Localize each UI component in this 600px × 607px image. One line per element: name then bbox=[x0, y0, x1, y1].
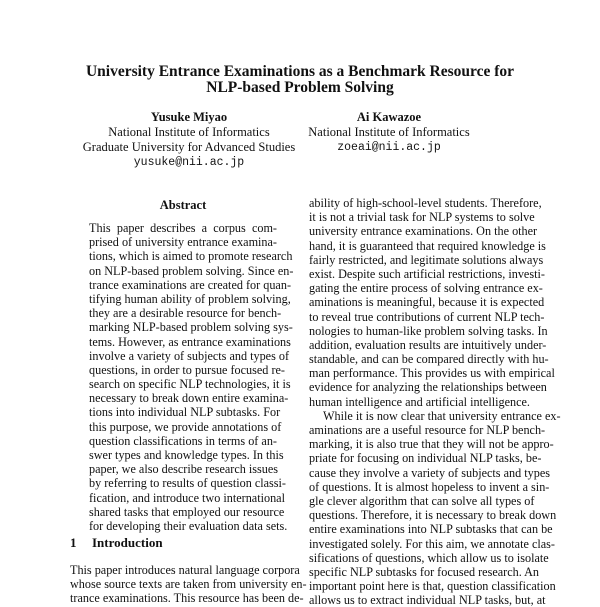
text-line: questions, in order to pursue focused re- bbox=[89, 362, 285, 377]
text-line: addition, evaluation results are intuitively under- bbox=[309, 337, 547, 352]
text-line: investigated solely. For this aim, we annotate clas- bbox=[309, 536, 555, 551]
text-line: allows us to extract individual NLP tasks, but, at bbox=[309, 593, 546, 607]
text-line: standable, and can be compared directly with hu- bbox=[309, 352, 549, 367]
text-line: tions, which is aimed to promote research bbox=[89, 249, 293, 264]
text-line: important point here is that, question classification bbox=[309, 579, 556, 594]
text-line: tifying human ability of problem solving, bbox=[89, 291, 291, 306]
text-line: exist. Despite such artificial restrictions, investi- bbox=[309, 266, 545, 281]
text-line: marking, it is also true that they will not be appro- bbox=[309, 437, 554, 452]
text-line: aminations is meaningful, because it is expected bbox=[309, 295, 545, 310]
section-title: Introduction bbox=[92, 535, 163, 550]
text-line: nologies to human-like problem solving tasks. In bbox=[309, 323, 548, 338]
abstract-heading: Abstract bbox=[159, 198, 207, 212]
text-line: This paper describes a corpus com- bbox=[89, 221, 277, 235]
paper-title-line-2: NLP-based Problem Solving bbox=[206, 79, 394, 96]
text-line: gle clever algorithm that can solve all types of bbox=[309, 493, 535, 508]
text-line: shared tasks that employed our resource bbox=[89, 504, 285, 519]
section-number: 1 bbox=[70, 535, 77, 550]
author-block-2 bbox=[269, 110, 509, 155]
text-line: this purpose, we provide annotations of bbox=[89, 419, 282, 434]
text-line: human intelligence and artificial intelligence. bbox=[309, 394, 530, 409]
abstract-body bbox=[89, 221, 294, 533]
text-line: entire examinations into NLP subtasks that can be bbox=[309, 522, 553, 537]
text-line: evidence for analyzing the relationships between bbox=[309, 380, 547, 395]
text-line: of questions. It is almost hopeless to invent a sin- bbox=[309, 479, 550, 494]
text-line: While it is now clear that university entrance ex- bbox=[323, 408, 561, 423]
text-line: prised of university entrance examina- bbox=[89, 235, 277, 250]
paper-title-line-1: University Entrance Examinations as a Benchmark Resource for bbox=[85, 63, 515, 80]
author-email: zoeai@nii.ac.jp bbox=[337, 141, 441, 154]
text-line: question classifications in terms of an- bbox=[89, 433, 277, 448]
author-affiliation: National Institute of Informatics bbox=[108, 125, 270, 139]
text-line: cause they involve a variety of subjects and types bbox=[309, 465, 550, 480]
text-line: man performance. This provides us with empirical bbox=[309, 366, 555, 381]
text-line: for developing their evaluation data sets. bbox=[89, 518, 288, 533]
text-line: hand, it is guaranteed that required knowledge is bbox=[309, 238, 546, 253]
text-line: fairly restricted, and legitimate solutions always bbox=[309, 252, 544, 267]
text-line: it is not a trivial task for NLP systems to solve bbox=[309, 210, 535, 225]
text-line: ability of high-school-level students. Therefore, bbox=[309, 196, 542, 210]
author-affiliation: Graduate University for Advanced Studies bbox=[82, 140, 296, 154]
text-line: paper, we also describe research issues bbox=[89, 462, 279, 477]
text-line: questions. Therefore, it is necessary to break down bbox=[309, 508, 557, 523]
text-line: whose source texts are taken from university en- bbox=[70, 577, 307, 592]
text-line: sifications of questions, which allow us to isolate bbox=[309, 550, 549, 565]
text-line: priate for focusing on individual NLP tasks, be- bbox=[309, 451, 542, 466]
author-name: Ai Kawazoe bbox=[356, 110, 422, 124]
author-email: yusuke@nii.ac.jp bbox=[133, 156, 245, 169]
introduction-body bbox=[70, 563, 307, 606]
text-line: trance examinations are created for quan- bbox=[89, 277, 291, 292]
text-line: search on specific NLP technologies, it is bbox=[89, 377, 291, 392]
text-line: marking NLP-based problem solving sys- bbox=[89, 320, 293, 335]
text-line: specific NLP subtasks for focused research. An bbox=[309, 564, 540, 579]
text-line: necessary to break down entire examina- bbox=[89, 391, 289, 406]
text-line: involve a variety of subjects and types of bbox=[89, 348, 290, 363]
text-line: to reveal true contributions of current NLP tech- bbox=[309, 309, 545, 324]
text-line: fication, and introduce two international bbox=[89, 490, 285, 505]
text-line: swer types and knowledge types. In this bbox=[89, 448, 284, 462]
text-line: by referring to results of question classi- bbox=[89, 476, 286, 491]
text-line: they are a desirable resource for bench- bbox=[89, 306, 282, 321]
text-line: aminations are a useful resource for NLP bench- bbox=[309, 423, 546, 437]
section-heading-introduction bbox=[70, 535, 163, 551]
right-column-body bbox=[309, 196, 561, 607]
text-line: This paper introduces natural language corpora bbox=[70, 563, 300, 577]
text-line: university entrance examinations. On the other bbox=[309, 224, 538, 239]
author-name: Yusuke Miyao bbox=[150, 110, 228, 124]
text-line: tems. However, as entrance examinations bbox=[89, 334, 291, 349]
text-line: on NLP-based problem solving. Since en- bbox=[89, 263, 294, 278]
text-line: trance examinations. This resource has been de- bbox=[70, 591, 304, 606]
text-line: tions into individual NLP subtasks. For bbox=[89, 405, 281, 420]
text-line: gating the entire process of solving entrance ex- bbox=[309, 281, 543, 296]
author-affiliation: National Institute of Informatics bbox=[308, 125, 470, 139]
